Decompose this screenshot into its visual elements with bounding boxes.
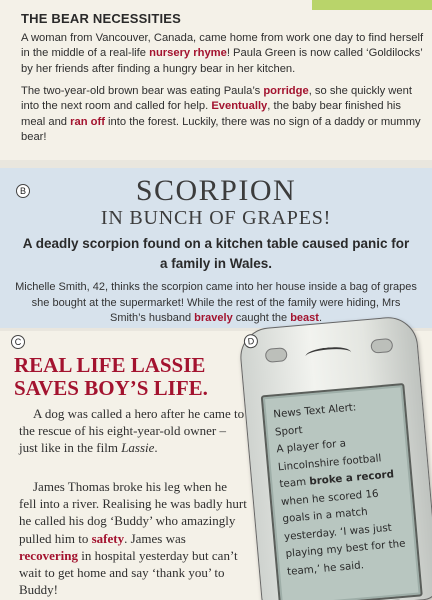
section-badge: B bbox=[16, 184, 30, 198]
article-paragraph: The two-year-old brown bear was eating Paula’s porridge, so she quickly went into the next room and called for help. Eventually, the baby bear finished his meal and ran off into the forest. Luckily, there was no sign of a daddy or mummy bear! bbox=[21, 85, 421, 143]
article-scorpion bbox=[0, 168, 432, 328]
vocab-highlight: beast bbox=[290, 312, 319, 324]
headline-line-1: SCORPION bbox=[135, 174, 297, 207]
vocab-highlight: broke a record bbox=[308, 468, 395, 488]
alert-body: A player for a Lincolnshire football team broke a record when he scored 16 goals in a match yesterday. ‘I was just playing my best for the team,’ he said. bbox=[275, 437, 406, 578]
alert-category: Sport bbox=[274, 423, 303, 438]
vocab-highlight: recovering bbox=[19, 547, 78, 563]
section-badge: C bbox=[11, 335, 25, 349]
article-paragraph: Michelle Smith, 42, thinks the scorpion came into her house inside a bag of grapes she bought at the supermarket! While the rest of the family were hiding, Mrs Smith’s husband bravely caught the beast. bbox=[15, 281, 417, 324]
vocab-highlight: safety bbox=[91, 530, 125, 546]
vocab-highlight: Eventually bbox=[211, 100, 268, 113]
phone-speaker bbox=[305, 346, 352, 364]
vocab-highlight: ran off bbox=[70, 115, 105, 128]
headline-line-2: IN BUNCH OF GRAPES! bbox=[100, 207, 332, 229]
article-title: THE BEAR NECESSITIES bbox=[21, 11, 182, 26]
article-subtitle: A deadly scorpion found on a kitchen table caused panic for a family in Wales. bbox=[22, 236, 410, 271]
phone-right-button bbox=[370, 338, 393, 354]
vocab-highlight: porridge bbox=[263, 85, 309, 97]
article-paragraph: A dog was called a hero after he came to the rescue of his eight-year-old owner – just like in the film Lassie. bbox=[19, 406, 245, 456]
vocab-highlight: nursery rhyme bbox=[149, 47, 227, 60]
article-paragraph: A woman from Vancouver, Canada, came home from work one day to find herself in the middle of a real-life nursery rhyme! Paula Green is now called ‘Goldilocks’ by her friends after finding a hungry bear in her kitchen. bbox=[21, 32, 424, 75]
text-alert-message bbox=[273, 395, 416, 580]
article-paragraph: James Thomas broke his leg when he fell into a river. Realising he was badly hurt he called his dog ‘Buddy’ who amazingly pulled him to safety. James was recovering in hospital yesterday but can’t wait to get home and say ‘thank you’ to Buddy! bbox=[19, 479, 247, 598]
vocab-highlight: bravely bbox=[194, 312, 233, 324]
green-corner-decoration bbox=[312, 0, 432, 10]
film-title: Lassie bbox=[121, 440, 155, 456]
section-badge: D bbox=[243, 334, 258, 349]
alert-header: News Text Alert: bbox=[272, 401, 357, 421]
article-title: REAL LIFE LASSIE SAVES BOY’S LIFE. bbox=[14, 353, 208, 400]
phone-left-button bbox=[265, 347, 288, 363]
mobile-phone-illustration bbox=[238, 315, 432, 600]
article-bear-necessities bbox=[0, 0, 432, 160]
phone-screen bbox=[261, 383, 423, 600]
